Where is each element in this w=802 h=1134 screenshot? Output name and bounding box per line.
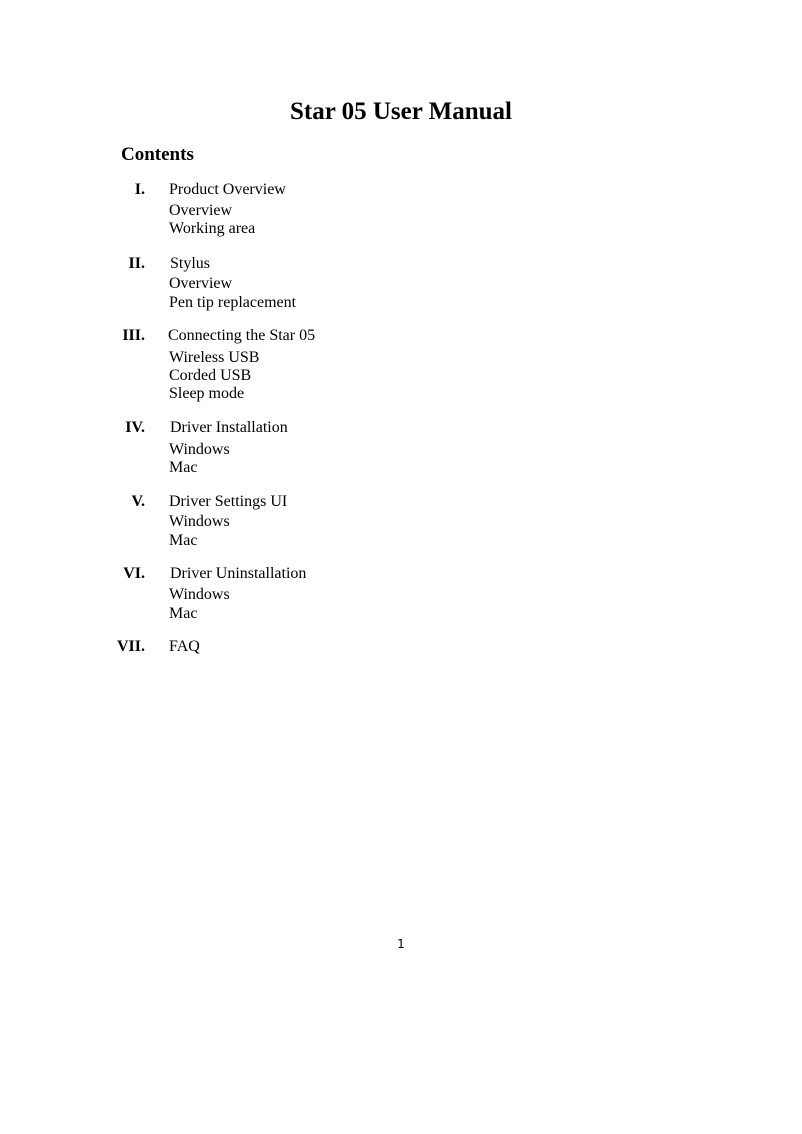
section-numeral: V. xyxy=(131,493,145,510)
contents-heading: Contents xyxy=(121,144,194,165)
document-title: Star 05 User Manual xyxy=(290,98,512,125)
page-number: 1 xyxy=(397,937,405,951)
toc-section-driver-uninstallation: Driver Uninstallation xyxy=(170,565,307,582)
toc-item: Sleep mode xyxy=(169,385,245,402)
section-numeral: II. xyxy=(128,255,145,272)
toc-section-stylus: Stylus xyxy=(170,255,211,272)
toc-item: Windows xyxy=(169,441,230,458)
section-numeral: IV. xyxy=(125,419,145,436)
toc-section-driver-settings: Driver Settings UI xyxy=(169,493,288,510)
toc-section-product-overview: Product Overview xyxy=(169,181,286,198)
toc-section-connecting: Connecting the Star 05 xyxy=(168,327,316,344)
toc-item: Pen tip replacement xyxy=(169,294,297,311)
section-numeral: I. xyxy=(134,181,145,198)
toc-item: Corded USB xyxy=(169,367,252,384)
toc-item: Windows xyxy=(169,513,230,530)
toc-item: Windows xyxy=(169,586,230,603)
toc-item: Mac xyxy=(169,532,198,549)
toc-item: Overview xyxy=(169,202,233,219)
toc-item: Working area xyxy=(169,220,256,237)
toc-item: Mac xyxy=(169,459,198,476)
toc-section-faq: FAQ xyxy=(169,638,200,655)
section-numeral: III. xyxy=(122,327,145,344)
section-numeral: VI. xyxy=(123,565,145,582)
toc-section-driver-installation: Driver Installation xyxy=(170,419,288,436)
toc-item: Mac xyxy=(169,605,198,622)
section-numeral: VII. xyxy=(116,638,145,655)
toc-item: Overview xyxy=(169,275,233,292)
toc-item: Wireless USB xyxy=(169,349,260,366)
